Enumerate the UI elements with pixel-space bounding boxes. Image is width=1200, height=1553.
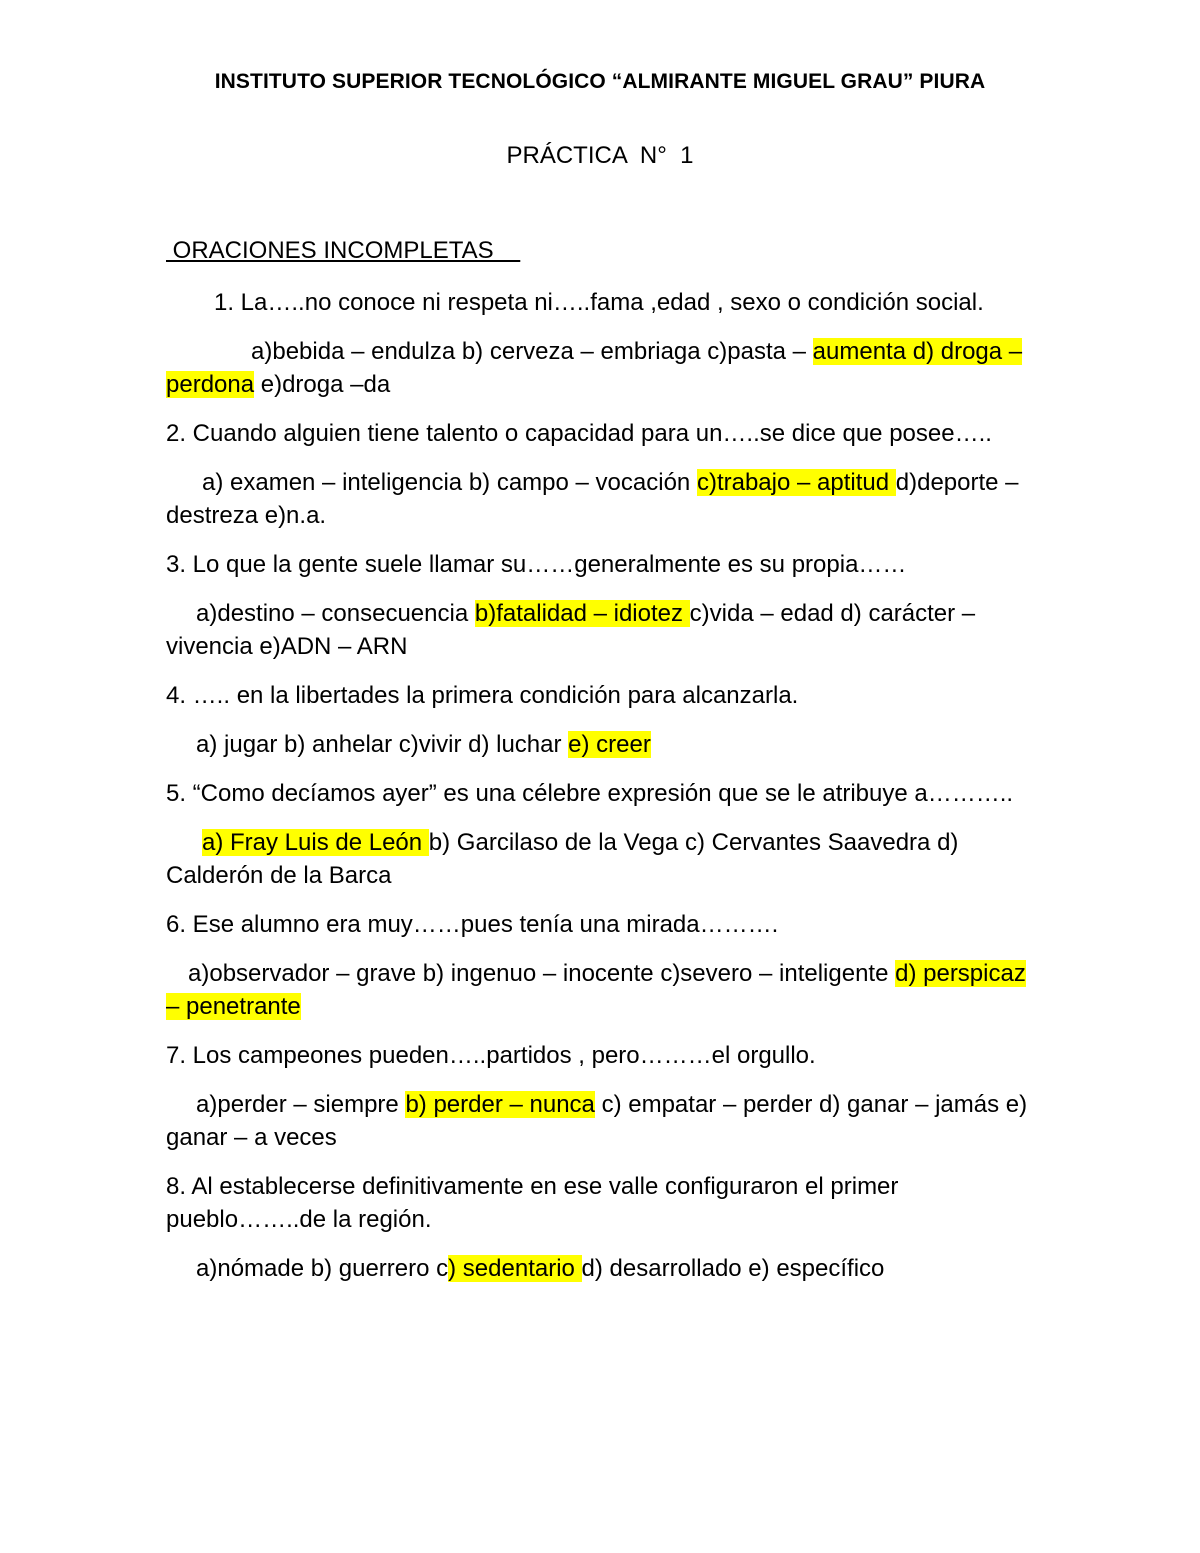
highlighted-answer: ) sedentario [448, 1255, 582, 1282]
option-text: e)droga –da [254, 371, 391, 398]
question-4-stem: 4. ….. en la libertades la primera condición para alcanzarla. [166, 682, 799, 709]
question-4-options [166, 728, 1036, 761]
highlighted-answer: e) creer [568, 731, 651, 758]
question-3-options [166, 597, 1036, 663]
practice-title: PRÁCTICA N° 1 [506, 142, 694, 169]
questions-list [166, 286, 1036, 1301]
highlighted-answer: d) perspicaz – penetrante [166, 960, 1026, 1020]
question-8-stem: 8. Al establecerse definitivamente en ese valle configuraron el primer pueblo……..de la región. [166, 1173, 899, 1233]
highlighted-answer: aumenta d) droga – perdona [166, 338, 1023, 398]
option-text: a)perder – siempre [196, 1091, 406, 1118]
question-7-stem: 7. Los campeones pueden…..partidos , pero………el orgullo. [166, 1042, 816, 1069]
question-3-stem: 3. Lo que la gente suele llamar su……generalmente es su propia…… [166, 551, 907, 578]
option-text: c)vida – edad d) carácter – vivencia e)ADN – ARN [166, 600, 976, 660]
question-5-stem: 5. “Como decíamos ayer” es una célebre expresión que se le atribuye a……….. [166, 780, 1014, 807]
question-6-options [166, 957, 1036, 1023]
option-text: d) desarrollado e) específico [581, 1255, 885, 1282]
option-text: a)bebida – endulza b) cerveza – embriaga c)pasta – [251, 338, 813, 365]
section-title: ORACIONES INCOMPLETAS [166, 237, 521, 264]
option-text: c) empatar – perder d) ganar – jamás e) ganar – a veces [166, 1091, 1028, 1151]
question-1-stem: 1. La…..no conoce ni respeta ni…..fama ,edad , sexo o condición social. [214, 289, 984, 316]
option-text: a) jugar b) anhelar c)vivir d) luchar [196, 731, 569, 758]
question-1-options [166, 335, 1036, 401]
highlighted-answer: b) perder – nunca [405, 1091, 595, 1118]
question-8-options [166, 1252, 1036, 1285]
question-5-options [166, 826, 1036, 892]
question-2-options [166, 466, 1036, 532]
option-text: a) examen – inteligencia b) campo – vocación [202, 469, 697, 496]
option-text: a)destino – consecuencia [196, 600, 475, 627]
highlighted-answer: b)fatalidad – idiotez [474, 600, 690, 627]
highlighted-answer: c)trabajo – aptitud [696, 469, 896, 496]
option-text: b) Garcilaso de la Vega c) Cervantes Saavedra d) Calderón de la Barca [166, 829, 959, 889]
question-7-options [166, 1088, 1036, 1154]
institute-header: INSTITUTO SUPERIOR TECNOLÓGICO “ALMIRANTE MIGUEL GRAU” PIURA [214, 70, 986, 93]
question-6-stem: 6. Ese alumno era muy……pues tenía una mirada………. [166, 911, 779, 938]
option-text: d)deporte – destreza e)n.a. [166, 469, 1019, 529]
question-2-stem: 2. Cuando alguien tiene talento o capacidad para un…..se dice que posee….. [166, 420, 992, 447]
option-text: a)observador – grave b) ingenuo – inocente c)severo – inteligente [188, 960, 896, 987]
highlighted-answer: a) Fray Luis de León [202, 829, 429, 856]
option-text: a)nómade b) guerrero c [196, 1255, 449, 1282]
